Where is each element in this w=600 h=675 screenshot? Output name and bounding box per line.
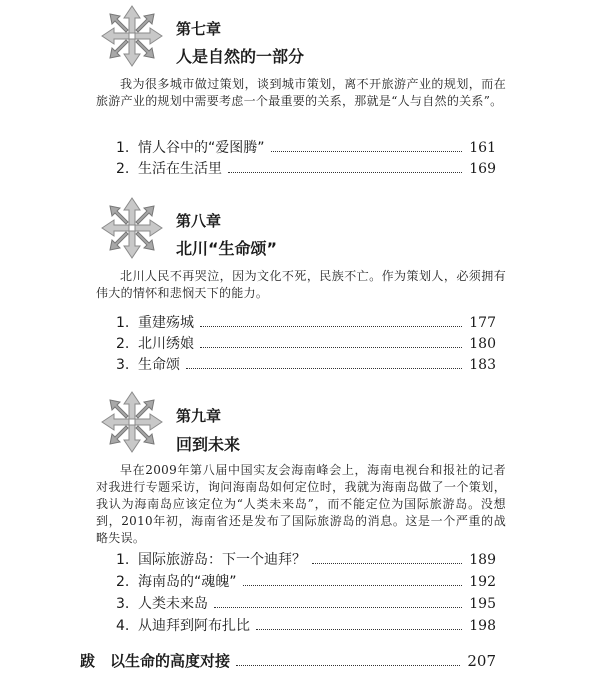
entry-page: 192	[469, 574, 496, 590]
chapter-title: 回到未来	[176, 435, 241, 454]
toc-entry[interactable]	[116, 312, 496, 330]
afterword-label: 跋	[80, 652, 96, 670]
entry-page: 198	[469, 618, 496, 634]
entry-number: 2.	[116, 161, 130, 177]
toc-entry[interactable]	[116, 593, 496, 611]
leader-dots	[271, 141, 462, 152]
entry-page: 207	[467, 652, 496, 670]
toc-entry[interactable]	[116, 571, 496, 589]
toc-entry-afterword[interactable]	[80, 650, 496, 670]
chapter-number: 第八章	[176, 212, 222, 230]
entry-page: 161	[469, 140, 496, 156]
toc-entry[interactable]	[116, 354, 496, 372]
entry-number: 1.	[116, 552, 130, 568]
leader-dots	[214, 597, 462, 608]
entry-title: 生命颂	[138, 357, 180, 373]
entry-number: 3.	[116, 357, 130, 373]
entry-page: 189	[469, 552, 496, 568]
entry-title: 从迪拜到阿布扎比	[138, 618, 250, 634]
leader-dots	[200, 316, 462, 327]
entry-title: 生活在生活里	[138, 161, 222, 177]
leader-dots	[200, 337, 462, 348]
leader-dots	[256, 619, 462, 630]
chapter-intro: 早在2009年第八届中国实友会海南峰会上，海南电视台和报社的记者对我进行专题采访，询问海南岛如何定位时，我就为海南岛做了一个策划，我认为海南岛应该定位为“人类未来岛”，而不能定位为国际旅游岛。没想到，2010年初，海南省还是发布了国际旅游岛的消息。这是一个严重的战略失误。	[96, 463, 506, 545]
toc-entry[interactable]	[116, 137, 496, 155]
entry-number: 2.	[116, 336, 130, 352]
entry-title: 北川绣娘	[138, 336, 194, 352]
entry-number: 1.	[116, 140, 130, 156]
entry-page: 195	[469, 596, 496, 612]
chapter-title: 北川“生命颂”	[176, 239, 278, 258]
leader-dots	[236, 655, 460, 666]
entry-page: 169	[469, 161, 496, 177]
leader-dots	[186, 358, 462, 369]
leader-dots	[312, 553, 462, 564]
toc-entry[interactable]	[116, 549, 496, 567]
entry-number: 1.	[116, 315, 130, 331]
toc-entry[interactable]	[116, 158, 496, 176]
chapter-title: 人是自然的一部分	[176, 47, 305, 66]
entry-number: 2.	[116, 574, 130, 590]
chapter-intro: 北川人民不再哭泣，因为文化不死，民族不亡。作为策划人，必须拥有伟大的情怀和悲悯天下的能力。	[96, 269, 506, 300]
compass-arrows-icon	[100, 196, 164, 260]
entry-page: 183	[469, 357, 496, 373]
toc-entry[interactable]	[116, 615, 496, 633]
chapter-number: 第七章	[176, 20, 222, 38]
entry-page: 180	[469, 336, 496, 352]
entry-title: 人类未来岛	[138, 596, 208, 612]
toc-entry[interactable]	[116, 333, 496, 351]
compass-arrows-icon	[100, 4, 164, 68]
leader-dots	[228, 162, 462, 173]
chapter-number: 第九章	[176, 407, 222, 425]
entry-number: 3.	[116, 596, 130, 612]
entry-title: 情人谷中的“爱图腾”	[138, 140, 265, 156]
entry-page: 177	[469, 315, 496, 331]
entry-title: 国际旅游岛：下一个迪拜？	[138, 552, 306, 568]
entry-title: 以生命的高度对接	[110, 652, 231, 670]
compass-arrows-icon	[100, 390, 164, 454]
entry-title: 海南岛的“魂魄”	[138, 574, 237, 590]
entry-number: 4.	[116, 618, 130, 634]
chapter-intro: 我为很多城市做过策划，谈到城市策划，离不开旅游产业的规划，而在旅游产业的规划中需要考虑一个最重要的关系，那就是“人与自然的关系”。	[96, 77, 506, 108]
leader-dots	[243, 575, 462, 586]
entry-title: 重建殇城	[138, 315, 194, 331]
